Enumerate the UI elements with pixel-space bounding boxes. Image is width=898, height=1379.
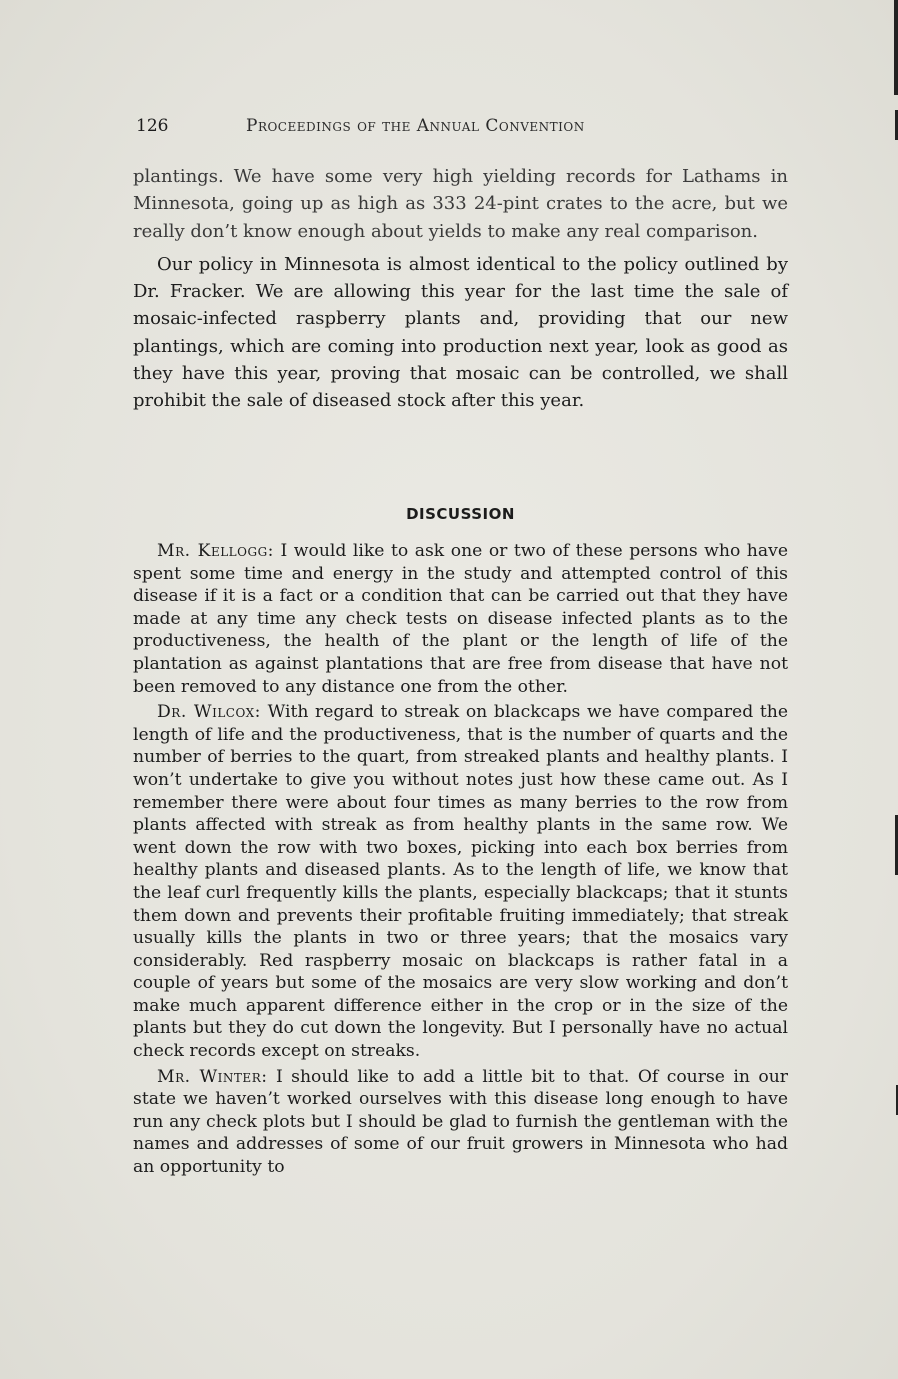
speaker-name: Dr. Wilcox:	[157, 702, 261, 723]
running-header	[136, 116, 796, 140]
page-edge-mark	[894, 0, 898, 95]
speech-text: With regard to streak on blackcaps we have compared the length of life and the productiveness, that is the number of quarts and the number of berries to the quart, from streaked plants and healthy plants. I won’t undertake to give you without notes just how these came out. As I remember there were about four times as many berries to the row from plants affected with streak as from healthy plants in the same row. We went down the row with two boxes, picking into each box berries from healthy plants and diseased plants. As to the length of life, we know that the leaf curl frequently kills the plants, especially blackcaps; that it stunts them down and prevents their profitable fruiting immediately; that streak usually kills the plants in two or three years; that the mosaics vary considerably. Red raspberry mosaic on blackcaps is rather fatal in a couple of years but some of the mosaics are very slow working and don’t make much apparent difference either in the crop or in the size of the plants but they do cut down the longevity. But I personally have no actual check records except on streaks.	[133, 702, 789, 1062]
discussion-entry	[133, 540, 788, 698]
speech-text: I would like to ask one or two of these persons who have spent some time and energy in the study and attempted control of this disease if it is a fact or a condition that can be carried out that they have made at any time any check tests on disease infected plants as to the productiveness, the health of the plant or the length of life of the plantation as against plantations that are free from disease that have not been removed to any distance one from the other.	[133, 541, 789, 697]
speaker-name: Mr. Kellogg:	[157, 541, 274, 561]
running-title: Proceedings of the Annual Convention	[246, 116, 585, 136]
discussion-section	[133, 540, 788, 1182]
section-heading: DISCUSSION	[406, 505, 515, 523]
discussion-entry	[133, 701, 788, 1063]
speech-text: I should like to add a little bit to that. Of course in our state we haven’t worked ourselves with this disease long enough to have run any check plots but I should be glad to furnish the gentleman with the names and addresses of some of our fruit growers in Minnesota who had an opportunity to	[133, 1066, 788, 1178]
body-text	[133, 163, 788, 415]
paragraph: Our policy in Minnesota is almost identical to the policy outlined by Dr. Fracker. We are allowing this year for the last time the sale of mosaic-infected raspberry plants and, providing that our new plantings, which are coming into production next year, look as good as they have this year, proving that mosaic can be controlled, we shall prohibit the sale of diseased stock after this year.	[133, 253, 788, 412]
discussion-entry	[133, 1066, 788, 1179]
page-number: 126	[136, 116, 169, 136]
speaker-name: Mr. Winter:	[157, 1066, 268, 1087]
paragraph: plantings. We have some very high yielding records for Lathams in Minnesota, going up as high as 333 24-pint crates to the acre, but we really don’t know enough about yields to make any real comparison.	[133, 166, 788, 242]
